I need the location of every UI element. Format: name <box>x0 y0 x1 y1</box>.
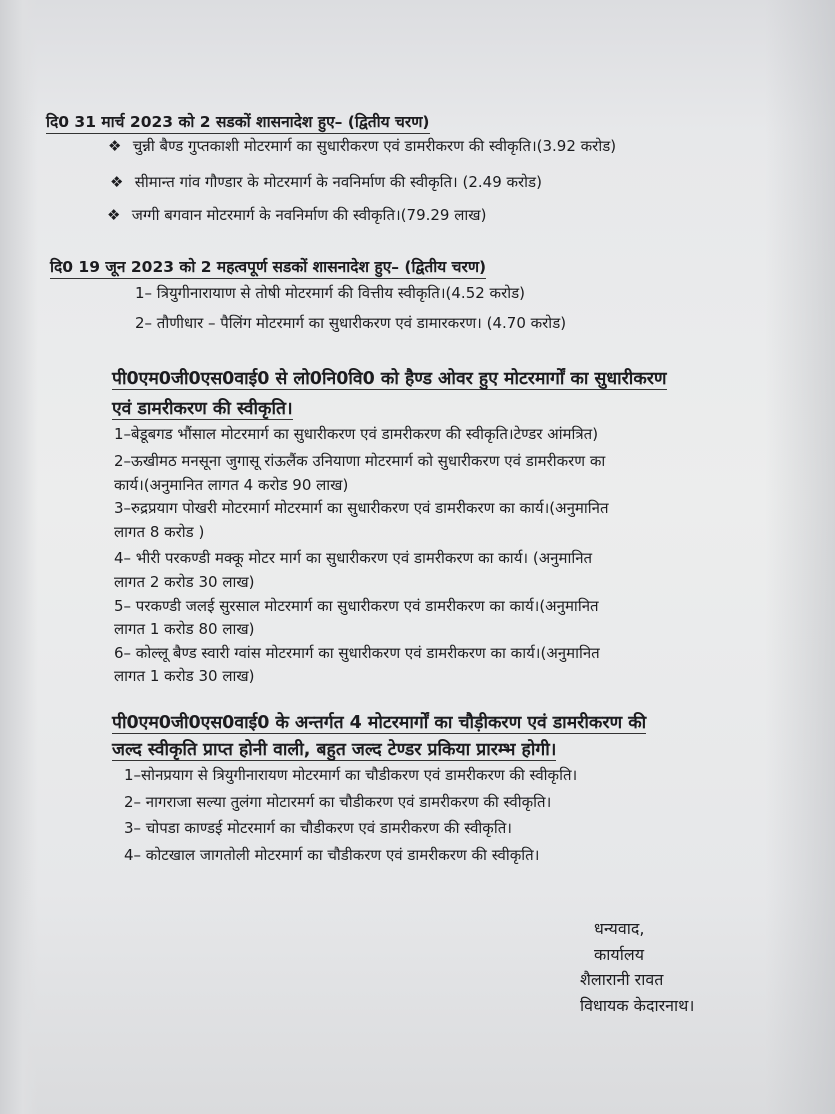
section3-line: 3–रुद्रप्रयाग पोखरी मोटरमार्ग मोटरमार्ग का सुधारीकरण एवं डामरीकरण का कार्य।(अनुमानित <box>114 499 609 517</box>
section2-item: 1– त्रियुगीनारायाण से तोषी मोटरमार्ग की वित्तीय स्वीकृति।(4.52 करोड) <box>135 284 525 302</box>
section3-line: 5– परकण्डी जलई सुरसाल मोटरमार्ग का सुधारीकरण एवं डामरीकरण का कार्य।(अनुमानित <box>114 597 599 615</box>
section3-line: लागत 8 करोड ) <box>114 523 205 541</box>
section3-heading-text: पी0एम0जी0एस0वाई0 से लो0नि0वि0 को हैण्ड ओवर हुए मोटरमार्गों का सुधारीकरण <box>112 369 667 389</box>
bullet-icon: ❖ <box>107 206 121 224</box>
section3-line: लागत 2 करोड 30 लाख) <box>114 573 255 591</box>
section4-item: 3– चोपडा काण्डई मोटरमार्ग का चौडीकरण एवं डामरीकरण की स्वीकृति। <box>124 819 512 837</box>
section2-item: 2– तौणीधार – पैलिंग मोटरमार्ग का सुधारीकरण एवं डामारकरण। (4.70 करोड) <box>135 314 567 332</box>
signature-title: विधायक केदारनाथ। <box>580 996 695 1015</box>
section3-line: 6– कोल्लू बैण्ड स्वारी ग्वांस मोटरमार्ग का सुधारीकरण एवं डामरीकरण का कार्य।(अनुमानित <box>114 644 600 662</box>
section4-heading-line1 <box>112 711 646 735</box>
section3-line: 1–बेडूबगड भौंसाल मोटरमार्ग का सुधारीकरण एवं डामरीकरण की स्वीकृति।टेण्डर आंमत्रित) <box>114 425 599 443</box>
signature-name: शैलारानी रावत <box>580 970 664 989</box>
section1-item-text: चुन्नी बैण्ड गुप्तकाशी मोटरमार्ग का सुधारीकरण एवं डामरीकरण की स्वीकृति।(3.92 करोड) <box>132 137 617 155</box>
section1-heading: दि0 31 मार्च 2023 को 2 सडकों शासनादेश हुए– (द्वितीय चरण) <box>46 112 430 134</box>
signature-office: कार्यालय <box>594 945 644 964</box>
section2-heading: दि0 19 जून 2023 को 2 महत्वपूर्ण सडकों शासनादेश हुए– (द्वितीय चरण) <box>50 257 486 279</box>
section4-item: 1–सोनप्रयाग से त्रियुगीनारायण मोटरमार्ग का चौडीकरण एवं डामरीकरण की स्वीकृति। <box>124 766 578 784</box>
section4-item: 2– नागराजा सल्या तुलंगा मोटारमर्ग का चौडीकरण एवं डामरीकरण की स्वीकृति। <box>124 793 552 811</box>
section4-heading-text: जल्द स्वीकृति प्राप्त होनी वाली, बहुत जल्द टेण्डर प्रकिया प्रारम्भ होगी। <box>112 740 557 760</box>
section3-heading-text: एवं डामरीकरण की स्वीकृति। <box>112 399 293 419</box>
section4-heading-text: पी0एम0जी0एस0वाई0 के अन्तर्गत 4 मोटरमार्गों का चौड़ीकरण एवं डामरीकरण की <box>112 713 647 733</box>
section3-line: कार्य।(अनुमानित लागत 4 करोड 90 लाख) <box>114 476 349 494</box>
section1-item-text: जग्गी बगवान मोटरमार्ग के नवनिर्माण की स्वीकृति।(79.29 लाख) <box>131 206 487 224</box>
section4-item: 4– कोटखाल जागतोली मोटरमार्ग का चौडीकरण एवं डामरीकरण की स्वीकृति। <box>124 846 540 864</box>
section3-line: 2–ऊखीमठ मनसूना जुगासू रांऊलैंक उनियाणा मोटरमार्ग को सुधारीकरण एवं डामरीकरण का <box>114 452 606 470</box>
section1-item <box>107 205 486 225</box>
section1-item <box>108 136 616 156</box>
section3-line: 4– भीरी परकण्डी मक्कू मोटर मार्ग का सुधारीकरण एवं डामरीकरण का कार्य। (अनुमानित <box>114 549 593 567</box>
bullet-icon: ❖ <box>110 173 124 191</box>
section3-heading-line2 <box>112 397 293 421</box>
section1-item-text: सीमान्त गांव गौण्डार के मोटरमार्ग के नवनिर्माण की स्वीकृति। (2.49 करोड) <box>134 173 542 191</box>
paper-edge <box>0 0 38 1114</box>
bullet-icon: ❖ <box>108 137 122 155</box>
section3-line: लागत 1 करोड 80 लाख) <box>114 620 255 638</box>
section3-heading-line1 <box>112 367 667 391</box>
section3-line: लागत 1 करोड 30 लाख) <box>114 667 255 685</box>
paper-shadow <box>765 0 835 1114</box>
section1-item <box>110 172 542 192</box>
section4-heading-line2 <box>112 738 556 762</box>
signature-thanks: धन्यवाद, <box>594 919 645 938</box>
